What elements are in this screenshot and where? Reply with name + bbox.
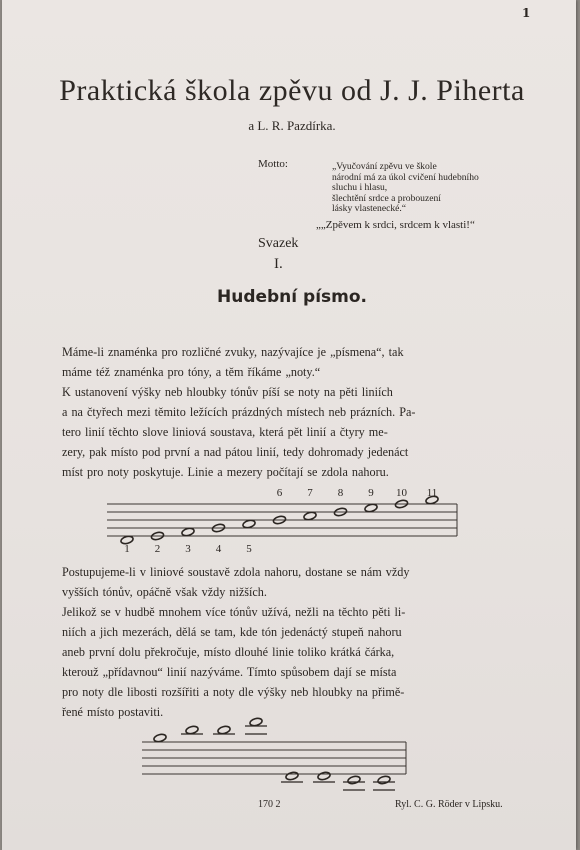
text-line: Postupujeme-li v liniové soustavě zdola nahoru, dostane se nám vždy [62,565,410,579]
motto-line: národní má za úkol cvičení hudebního sluchu i hlasu, [332,171,479,194]
position-number: 6 [276,487,283,499]
volume-number: I. [274,256,283,272]
motto-label: Motto: [258,158,288,170]
text-line: míst pro noty poskytuje. Linie a mezery počítají se zdola nahoru. [62,465,389,479]
whole-note [303,511,317,521]
text-line: zery, pak místo pod první a nad pátou linií, tedy dohromady jedenáct [62,445,409,459]
volume-label: Svazek [258,236,299,251]
page-title: Praktická škola zpěvu od J. J. Piherta [59,74,525,107]
text-line: kterouž „přídavnou“ linií nazýváme. Tímto spůsobem dají se místa [62,665,397,679]
text-line: řené místo postaviti. [62,705,164,719]
page-number: 1 [522,6,531,20]
position-number: 9 [368,487,374,499]
text-line: Jelikož se v hudbě mnohem více tónův užívá, nežli na těchto pěti li- [62,605,406,619]
position-number: 7 [307,487,313,499]
motto-slogan: „„Zpěvem k srdci, srdcem k vlasti!“ [316,219,475,231]
text-line: a na čtyřech mezi těmito ležících prázdných místech neb prázních. Pa- [62,405,416,419]
whole-note [364,503,378,513]
position-number: 2 [154,543,161,555]
engraver-credit: Ryl. C. G. Röder v Lipsku. [395,799,503,810]
position-number: 8 [337,487,344,499]
motto-line: lásky vlastenecké.“ [332,203,407,215]
text-line: pro noty dle libosti rozšířiti a noty dle výšky neb hloubky na přimě- [62,685,405,699]
position-number: 11 [426,487,438,499]
paragraph-ledger-lines [62,602,532,722]
staff-example-positions [2,0,580,850]
motto-line: šlechtění srdce a probouzení [332,192,441,204]
text-line: vyšších tónův, opáčně však vždy nižších. [62,585,267,599]
whole-note [242,519,256,529]
text-line: K ustanovení výšky neb hloubky tónův píší se noty na pěti liniích [62,385,393,399]
plate-number: 170 2 [258,799,281,810]
book-page [2,0,576,850]
position-number: 4 [215,543,222,555]
text-line: niích a jich mezerách, dělá se tam, kde tón jedenáctý stupeň nahoru [62,625,402,639]
text-line: tero linií těchto slove liniová soustava, která pět linií a čtyry me- [62,425,388,439]
text-line: Máme-li znaménka pro rozličné zvuky, nazývajíce je „písmena“, tak [62,345,404,359]
position-number: 1 [124,543,130,555]
position-number: 10 [396,487,407,499]
text-line: aneb první dolu překročuje, místo dlouhé linie toliko krátká čárka, [62,645,395,659]
whole-note [181,527,195,537]
authors-line: a L. R. Pazdírka. [248,118,336,133]
position-number: 3 [185,543,191,555]
paragraph-ascending [62,562,532,602]
section-title: Hudební písmo. [216,287,367,307]
position-number: 5 [246,543,252,555]
motto-line: „Vyučování zpěvu ve škole [332,161,437,172]
text-line: máme též znaménka pro tóny, a těm říkáme „noty.“ [62,365,321,379]
